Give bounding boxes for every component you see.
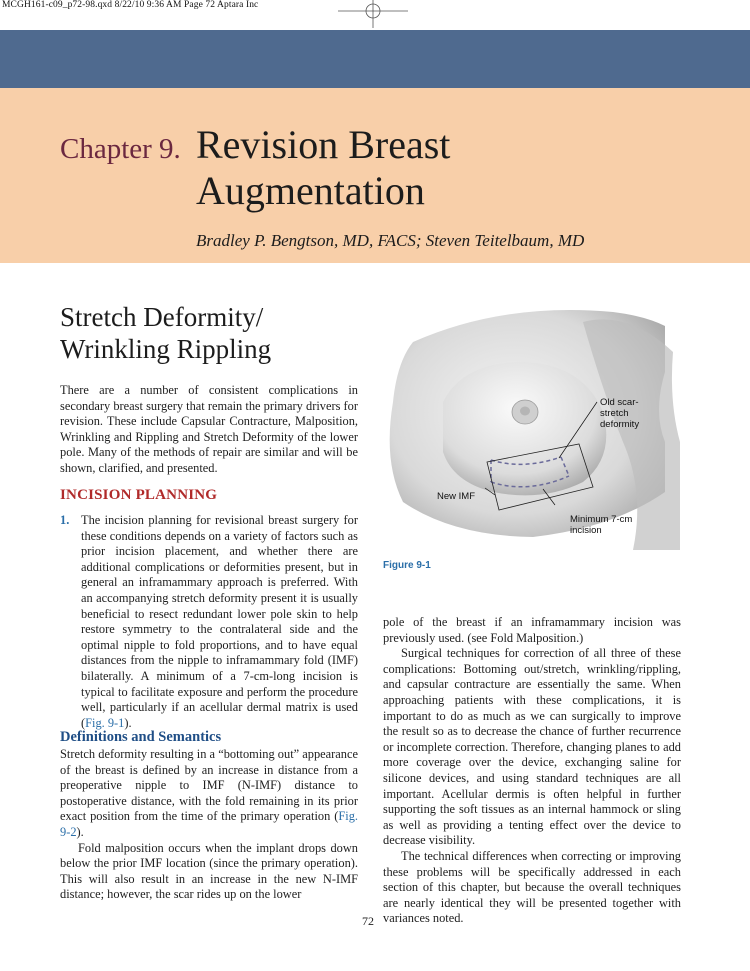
figure-reference-link[interactable]: Fig. 9-2 (60, 809, 358, 839)
figure-label-old-scar-line2: stretch (600, 408, 629, 419)
chapter-title-line2: Augmentation (196, 168, 425, 213)
figure-label-old-scar-line1: Old scar- (600, 397, 639, 408)
figure-caption: Figure 9-1 (383, 560, 431, 571)
chapter-authors: Bradley P. Bengtson, MD, FACS; Steven Teitelbaum, MD (196, 231, 585, 250)
definitions-heading: Definitions and Semantics (60, 729, 222, 745)
definitions-body (60, 747, 358, 903)
registration-mark-icon (338, 0, 408, 28)
section-title-line1: Stretch Deformity/ (60, 302, 264, 332)
print-slug: MCGH161-c09_p72-98.qxd 8/22/10 9:36 AM Page 72 Aptara Inc (2, 0, 259, 10)
section-title (60, 301, 360, 365)
figure-reference-link[interactable]: Fig. 9-1 (85, 715, 125, 730)
intro-text: There are a number of consistent complications in secondary breast surgery that remain the primary drivers for revision. These include Capsular Contracture, Malposition, Wrinkling and Rippling and Stretch Deformity of the lower pole. Many of the methods of repair are similar and will be shown, clarified, and presented. (60, 383, 358, 475)
page-number: 72 (362, 914, 374, 928)
figure-label-minimum-incision (570, 514, 632, 536)
header-band (0, 30, 750, 88)
right-paragraph-2: Surgical techniques for correction of all three of these complications: Bottoming out/stretch, wrinkling/rippling, and capsular contracture are essentially the same. When approaching patients with these complications, it is important to do as much as we can surgically to improve the result so as to decrease the chance of further recurrence or incomplete correction. Therefore, changing planes to add more coverage over the device, exchanging saline for silicone devices, and using standard techniques are all important. Acellular dermis is often helpful in further supporting the soft tissues as an internal hammock or sling as well as providing a tenting effect over the device to decrease visibility. (383, 646, 681, 848)
figure-label-new-imf: New IMF (437, 491, 475, 502)
list-item-end: ). (124, 715, 132, 730)
figure-label-old-scar (600, 397, 639, 430)
definitions-paragraph-2: Fold malposition occurs when the implant drops down below the prior IMF location (since the primary operation). This will also result in an increase in the new N-IMF distance; however, the scar rides up on the lower (60, 840, 358, 902)
incision-planning-heading: INCISION PLANNING (60, 487, 218, 503)
list-item-body: The incision planning for revisional breast surgery for these conditions depends on a variety of factors such as prior incision placement, and whether there are additional complications or deformities present, but in general an inframammary approach is preferred. With an accompanying stretch deformity present it is usually beneficial to resect redundant lower pole skin to help restore symmetry to the contralateral side and the optimal nipple to fold proportions, and to have equal distances from the nipple to inframammary fold (IMF) bilaterally. A minimum of a 7-cm-long incision is typical to facilitate exposure and perform the procedure well, particularly if an acellular dermal matrix is used ( (81, 513, 358, 730)
section-title-line2: Wrinkling Rippling (60, 334, 272, 364)
list-number: 1. (60, 513, 70, 527)
figure-label-min-line2: incision (570, 525, 602, 536)
list-item (60, 513, 358, 731)
figure-label-old-scar-line3: deformity (600, 419, 640, 430)
definitions-p1-text: Stretch deformity resulting in a “bottoming out” appearance of the breast is defined by an increase in distance from a preoperative nipple to IMF (N-IMF) distance to postoperative distance, with the fold remaining in its prior exact position from the time of the primary operation ( (60, 747, 358, 824)
list-item-text (81, 513, 358, 731)
right-paragraph-1: pole of the breast if an inframammary incision was previously used. (see Fold Malposition.) (383, 615, 681, 645)
chapter-label: Chapter 9. (60, 133, 181, 165)
definitions-p1-end: ). (76, 824, 84, 839)
chapter-title (196, 122, 616, 214)
figure-label-min-line1: Minimum 7-cm (570, 514, 633, 525)
chapter-title-line1: Revision Breast (196, 122, 451, 167)
right-column-body (383, 615, 681, 927)
right-paragraph-3: The technical differences when correcting or improving these problems will be specifically addressed in each section of this chapter, but because the overall techniques are nearly identical they will be presented together with variances noted. (383, 848, 681, 926)
definitions-paragraph-1 (60, 747, 358, 841)
intro-paragraph (60, 383, 358, 477)
